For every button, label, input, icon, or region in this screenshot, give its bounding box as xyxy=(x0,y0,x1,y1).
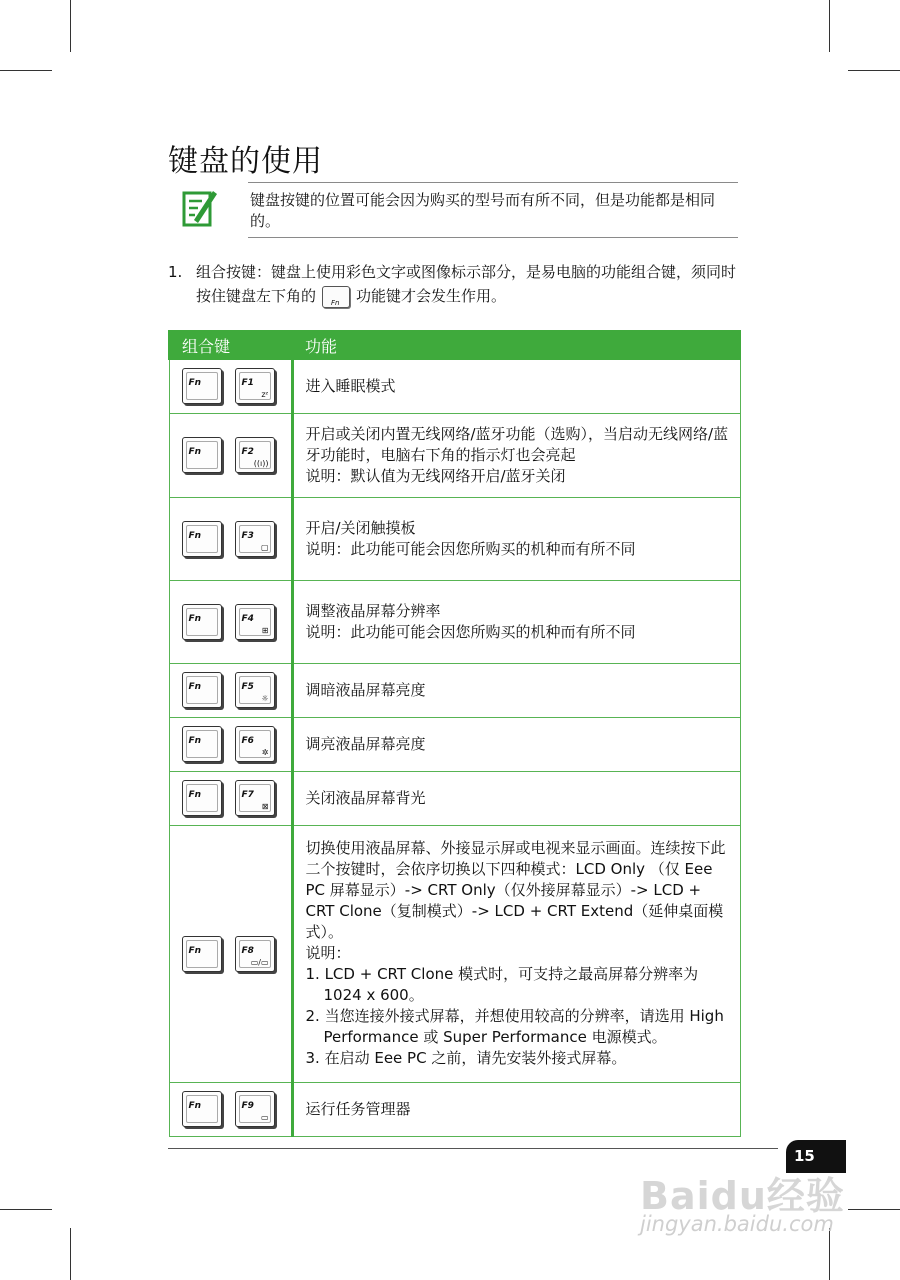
fn-key-icon: Fn xyxy=(182,437,222,473)
fn-key-icon: Fn xyxy=(182,521,222,557)
table-row xyxy=(169,717,740,771)
f5-key-icon: F5 ☼ xyxy=(235,672,275,708)
fn-key-icon: Fn xyxy=(182,780,222,816)
function-description: 调亮液晶屏幕亮度 xyxy=(292,717,740,771)
table-row xyxy=(169,1082,740,1136)
list-text: 组合按键：键盘上使用彩色文字或图像标示部分，是易电脑的功能组合键，须同时按住键盘左下角的 Fn 功能键才会发生作用。 xyxy=(196,263,737,307)
table-row xyxy=(169,413,740,497)
key-combo xyxy=(169,580,292,663)
f9-key-icon: F9 ▭ xyxy=(235,1091,275,1127)
table-row xyxy=(169,771,740,825)
column-header-function: 功能 xyxy=(292,331,740,359)
function-description: 调整液晶屏幕分辨率 说明：此功能可能会因您所购买的机种而有所不同 xyxy=(292,580,740,663)
display-switch-icon: ▭/▭ xyxy=(250,957,269,967)
key-combo xyxy=(169,413,292,497)
fn-key-icon: Fn xyxy=(182,936,222,972)
key-combo xyxy=(169,771,292,825)
fn-key-icon: Fn xyxy=(182,604,222,640)
key-combo xyxy=(169,663,292,717)
key-combo xyxy=(169,359,292,413)
wireless-icon: ((ı)) xyxy=(253,459,269,468)
column-header-keys: 组合键 xyxy=(169,331,292,359)
key-combo xyxy=(169,497,292,580)
crop-mark xyxy=(829,0,830,52)
function-description: 开启或关闭内置无线网络/蓝牙功能（选购），当启动无线网络/蓝牙功能时，电脑右下角的指示灯也会亮起 说明：默认值为无线网络开启/蓝牙关闭 xyxy=(292,413,740,497)
fn-key-icon: Fn xyxy=(182,1091,222,1127)
f4-key-icon: F4 ⊞ xyxy=(235,604,275,640)
watermark-logo: Baidu经验 xyxy=(640,1174,845,1218)
function-description: 进入睡眠模式 xyxy=(292,359,740,413)
resolution-icon: ⊞ xyxy=(261,625,269,635)
key-combo xyxy=(169,825,292,1082)
fn-key-icon: Fn xyxy=(182,726,222,762)
table-row xyxy=(169,663,740,717)
page-number: 15 xyxy=(786,1140,846,1173)
f3-key-icon: F3 ▢ xyxy=(235,521,275,557)
hotkey-table xyxy=(168,330,741,1137)
crop-mark xyxy=(0,1209,52,1210)
fn-key-icon: Fn xyxy=(182,672,222,708)
function-description: 调暗液晶屏幕亮度 xyxy=(292,663,740,717)
footer-rule xyxy=(168,1148,778,1149)
table-header-row xyxy=(169,331,740,359)
fn-key-icon: Fn xyxy=(182,368,222,404)
note-text: 键盘按键的位置可能会因为购买的型号而有所不同，但是功能都是相同的。 xyxy=(250,191,716,230)
note-rule-bottom xyxy=(248,237,738,238)
table-row xyxy=(169,580,740,663)
note-pencil-icon xyxy=(182,187,218,227)
brightness-down-icon: ☼ xyxy=(261,694,269,703)
function-description: 开启/关闭触摸板 说明：此功能可能会因您所购买的机种而有所不同 xyxy=(292,497,740,580)
f2-key-icon: F2 ((ı)) xyxy=(235,437,275,473)
backlight-off-icon: ⊠ xyxy=(261,802,269,811)
crop-mark xyxy=(0,70,52,71)
table-row xyxy=(169,359,740,413)
fn-key-icon: Fn xyxy=(322,286,350,308)
list-number: 1. xyxy=(168,263,183,281)
note-rule-top xyxy=(248,182,738,183)
watermark-url: jingyan.baidu.com xyxy=(640,1212,834,1236)
crop-mark xyxy=(848,1209,900,1210)
key-combo xyxy=(169,717,292,771)
table-row xyxy=(169,825,740,1082)
touchpad-icon: ▢ xyxy=(260,542,269,552)
table-row xyxy=(169,497,740,580)
function-description: 关闭液晶屏幕背光 xyxy=(292,771,740,825)
brightness-up-icon: ✲ xyxy=(261,748,269,757)
function-description: 切换使用液晶屏幕、外接显示屏或电视来显示画面。连续按下此二个按键时，会依序切换以下四种模式：LCD Only （仅 Eee PC 屏幕显示）-> CRT Only（仅外接屏幕显示）-> LCD + CRT Clone（复制模式）-> LCD + CRT Extend（延伸桌面模式）。 说明： 1. LCD + CRT Clone 模式时，可支持之最高屏幕分辨率为 1024 x 600。 2. 当您连接外接式屏幕，并想使用较高的分辨率，请选用 High Performance 或 Super Performance 电源模式。 3. 在启动 Eee PC 之前，请先安装外接式屏幕。 xyxy=(292,825,740,1082)
task-manager-icon: ▭ xyxy=(260,1113,269,1122)
f8-key-icon: F8 ▭/▭ xyxy=(235,936,275,972)
page-title: 键盘的使用 xyxy=(168,144,323,179)
function-description: 运行任务管理器 xyxy=(292,1082,740,1136)
crop-mark xyxy=(848,70,900,71)
f7-key-icon: F7 ⊠ xyxy=(235,780,275,816)
crop-mark xyxy=(70,1228,71,1280)
crop-mark xyxy=(70,0,71,52)
f1-key-icon: F1 zᶻ xyxy=(235,368,275,404)
sleep-zz-icon: zᶻ xyxy=(261,390,269,400)
key-combo xyxy=(169,1082,292,1136)
note-box xyxy=(168,182,738,238)
f6-key-icon: F6 ✲ xyxy=(235,726,275,762)
